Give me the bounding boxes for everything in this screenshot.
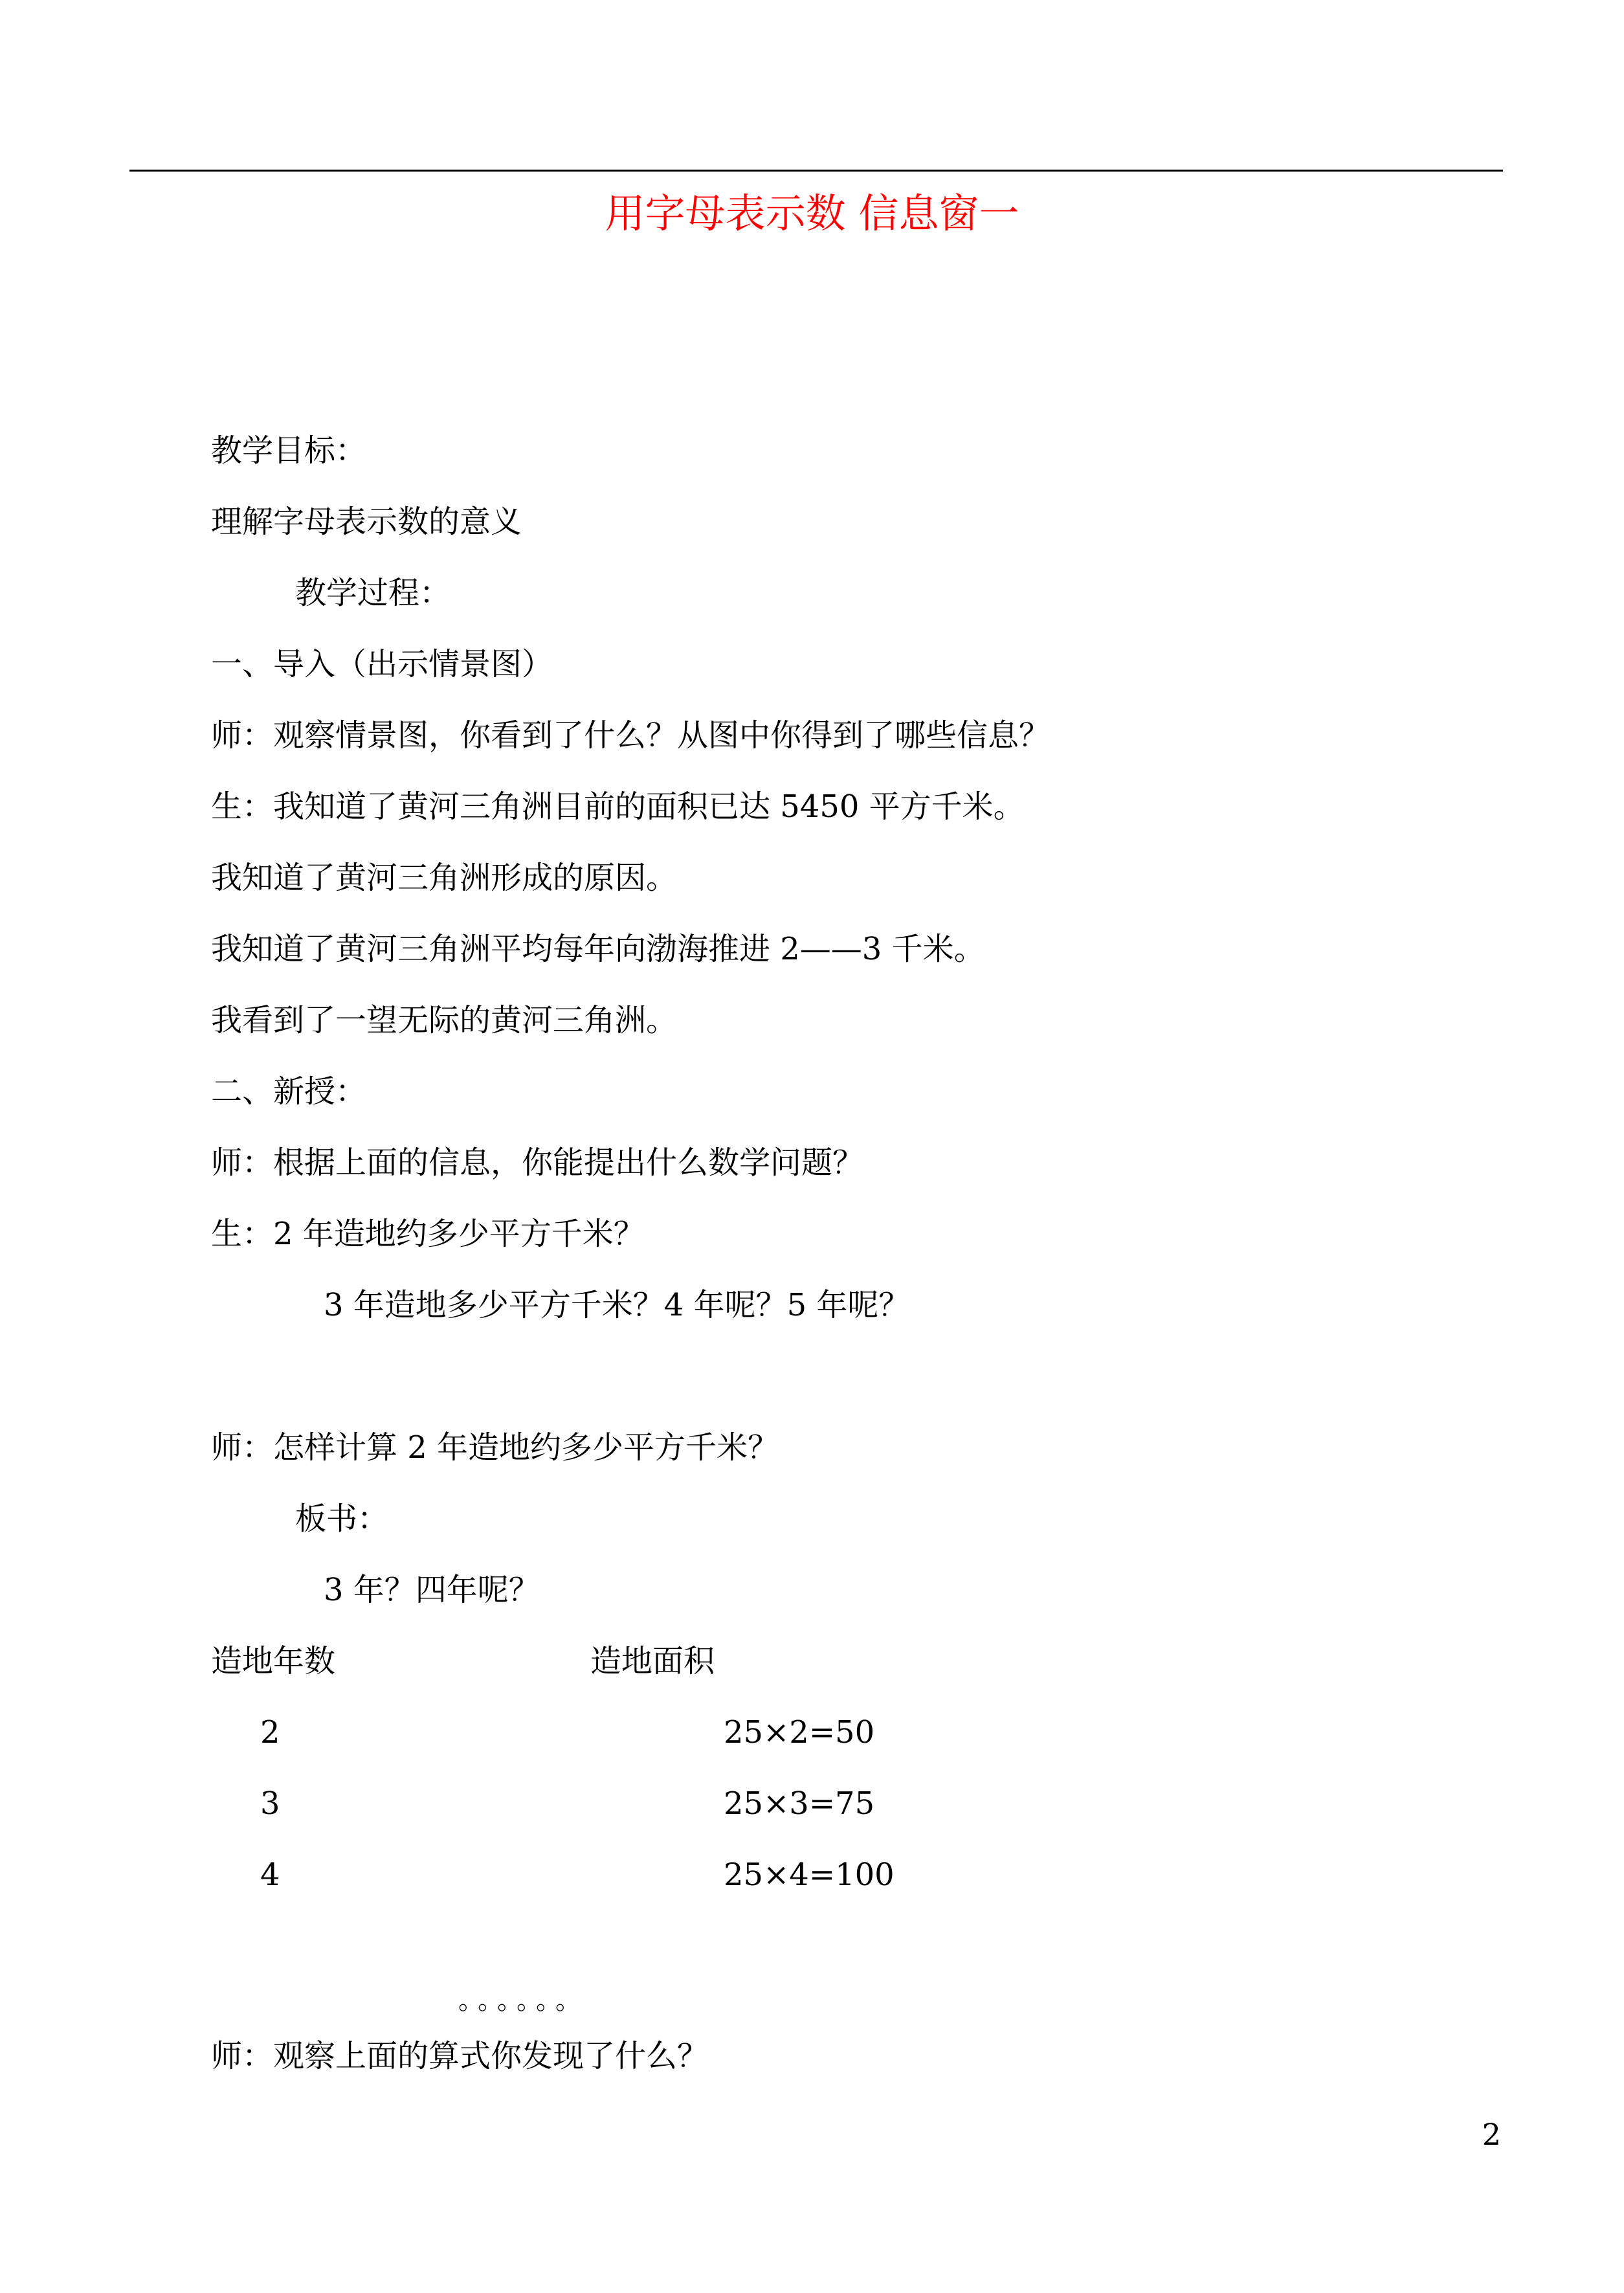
table-cell-area: 25×4=100 bbox=[724, 1857, 895, 1893]
table-cell-year: 3 bbox=[260, 1785, 280, 1822]
ellipsis-dots: 。。。。。。 bbox=[458, 1985, 588, 2015]
teaching-goal-heading: 教学目标： bbox=[211, 432, 367, 469]
teacher-line-4: 师：观察上面的算式你发现了什么？ bbox=[211, 2038, 709, 2074]
table-cell-area: 25×3=75 bbox=[724, 1785, 875, 1822]
student-line-5: 生：2 年造地约多少平方千米？ bbox=[211, 1216, 645, 1252]
teacher-line-1: 师：观察情景图，你看到了什么？从图中你得到了哪些信息？ bbox=[211, 717, 1051, 754]
page-number: 2 bbox=[1482, 2117, 1501, 2152]
section-intro: 一、导入（出示情景图） bbox=[211, 646, 553, 682]
table-header-area: 造地面积 bbox=[590, 1643, 715, 1679]
teacher-line-2: 师：根据上面的信息，你能提出什么数学问题？ bbox=[211, 1145, 864, 1181]
table-cell-year: 2 bbox=[260, 1714, 280, 1751]
student-line-3: 我知道了黄河三角洲平均每年向渤海推进 2——3 千米。 bbox=[211, 931, 985, 967]
teaching-process-heading: 教学过程： bbox=[295, 575, 451, 611]
board-question: 3 年？四年呢？ bbox=[324, 1572, 540, 1608]
section-new-lesson: 二、新授： bbox=[211, 1073, 367, 1110]
header-rule bbox=[129, 170, 1503, 172]
student-line-1: 生：我知道了黄河三角洲目前的面积已达 5450 平方千米。 bbox=[211, 789, 1025, 825]
document-title: 用字母表示数 信息窗一 bbox=[605, 190, 1019, 237]
teacher-line-3: 师：怎样计算 2 年造地约多少平方千米？ bbox=[211, 1429, 779, 1466]
table-header-years: 造地年数 bbox=[211, 1643, 336, 1679]
student-line-2: 我知道了黄河三角洲形成的原因。 bbox=[211, 860, 678, 896]
table-cell-area: 25×2=50 bbox=[724, 1714, 875, 1751]
table-cell-year: 4 bbox=[260, 1857, 280, 1893]
student-line-4: 我看到了一望无际的黄河三角洲。 bbox=[211, 1002, 678, 1038]
student-line-6: 3 年造地多少平方千米？4 年呢？5 年呢？ bbox=[324, 1287, 910, 1323]
teaching-goal-text: 理解字母表示数的意义 bbox=[211, 504, 522, 540]
board-writing-label: 板书： bbox=[295, 1501, 389, 1537]
